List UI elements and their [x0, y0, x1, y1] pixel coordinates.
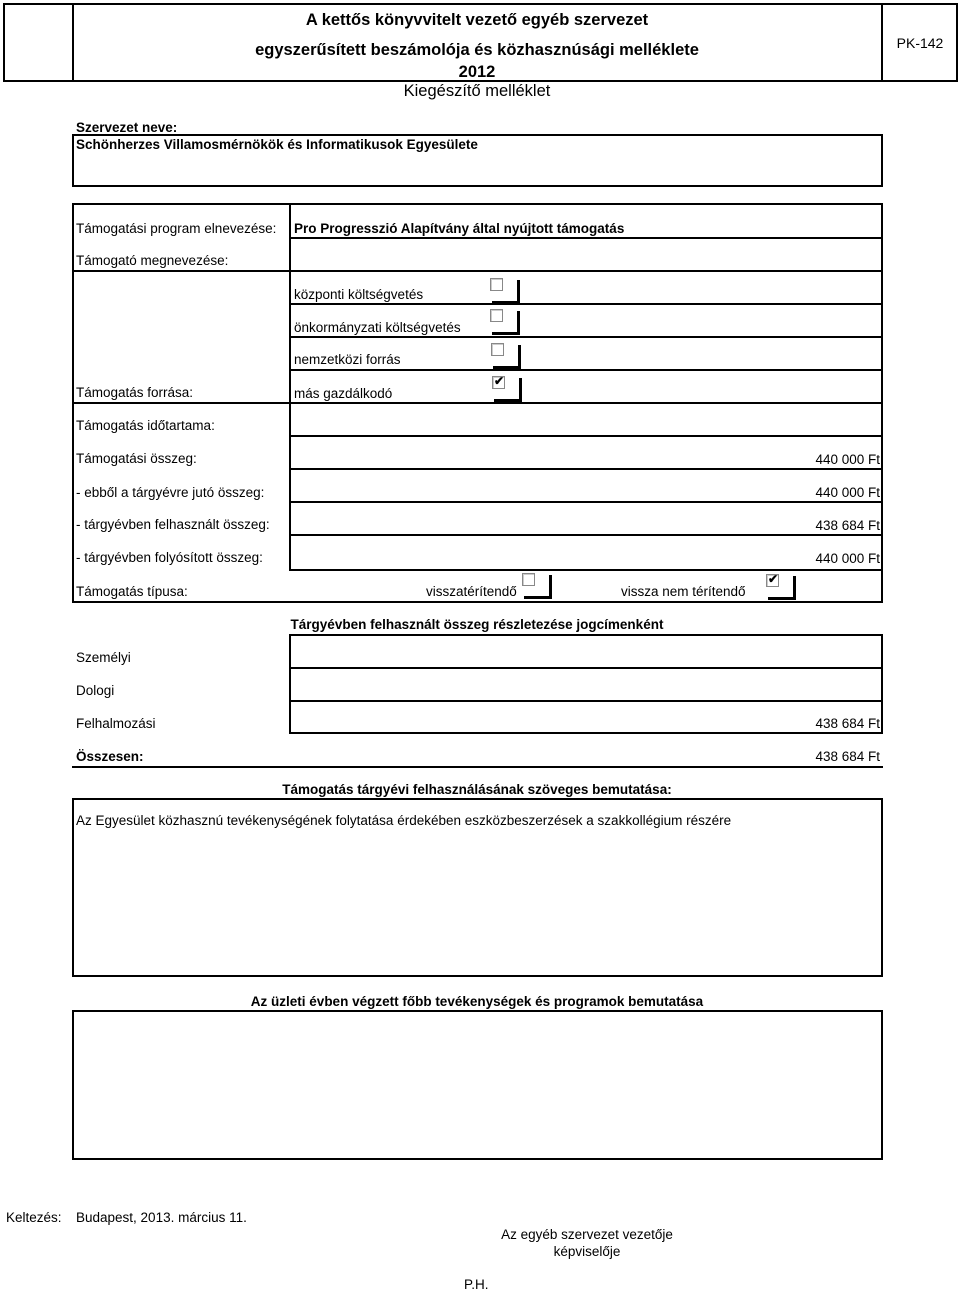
row-line	[289, 534, 883, 536]
source-checkbox-other-business[interactable]	[492, 376, 522, 402]
form-code: PK-142	[896, 35, 944, 51]
row-line	[289, 435, 883, 437]
usage-text: Az Egyesület közhasznú tevékenységének folytatása érdekében eszközbeszerzések a szakkollégium részére	[76, 813, 732, 828]
breakdown-title: Tárgyévben felhasznált összeg részletezése jogcímenként	[290, 617, 664, 632]
header-year: 2012	[458, 63, 496, 81]
type-non-refundable-label: vissza nem térítendő	[621, 584, 746, 599]
activities-title: Az üzleti évben végzett főbb tevékenységek és programok bemutatása	[250, 994, 704, 1009]
amount-value: 440 000 Ft	[815, 551, 880, 566]
row-line	[289, 501, 883, 503]
row-line	[289, 237, 883, 239]
date-label: Keltezés:	[6, 1210, 62, 1225]
header-title-line1: A kettős könyvvitelt vezető egyéb szervezet	[305, 11, 649, 29]
row-line	[72, 766, 883, 768]
org-label: Szervezet neve:	[76, 120, 178, 135]
check-mark-icon: ✔	[494, 374, 505, 388]
row-line	[289, 336, 883, 338]
breakdown-row-label: Dologi	[76, 683, 115, 698]
amount-label: - ebből a tárgyévre jutó összeg:	[76, 485, 265, 500]
ph-stamp-label: P.H.	[464, 1277, 489, 1292]
check-mark-icon: ✔	[768, 572, 779, 586]
source-checkbox-municipal[interactable]	[490, 309, 520, 335]
type-checkbox-non-refundable[interactable]	[766, 574, 796, 600]
header-subtitle: Kiegészítő melléklet	[403, 82, 551, 100]
breakdown-row-label: Személyi	[76, 650, 131, 665]
source-option-label: nemzetközi forrás	[294, 352, 401, 367]
amount-value: 440 000 Ft	[815, 452, 880, 467]
program-value: Pro Progresszió Alapítvány által nyújtott támogatás	[294, 221, 625, 236]
signer-line2: képviselője	[553, 1244, 621, 1259]
source-option-label: más gazdálkodó	[294, 386, 393, 401]
row-line	[289, 468, 883, 470]
row-line	[289, 303, 883, 305]
support-col-divider	[289, 203, 291, 570]
activities-box	[72, 1010, 883, 1160]
amount-label: - tárgyévben folyósított összeg:	[76, 550, 263, 565]
source-option-label: önkormányzati költségvetés	[294, 320, 461, 335]
amount-value: 440 000 Ft	[815, 485, 880, 500]
breakdown-row-label: Felhalmozási	[76, 716, 156, 731]
amount-label: - tárgyévben felhasznált összeg:	[76, 517, 270, 532]
type-checkbox-refundable[interactable]	[522, 573, 552, 599]
type-refundable-label: visszatérítendő	[426, 584, 517, 599]
org-name: Schönherzes Villamosmérnökök és Informatikusok Egyesülete	[76, 137, 478, 152]
header-title-line2: egyszerűsített beszámolója és közhasznúsági melléklete	[255, 41, 699, 59]
usage-title: Támogatás tárgyévi felhasználásának szöveges bemutatása:	[282, 782, 672, 797]
program-label: Támogatási program elnevezése:	[76, 221, 277, 236]
row-line	[72, 402, 883, 404]
signer-line1: Az egyéb szervezet vezetője	[501, 1227, 673, 1242]
row-line	[289, 700, 883, 702]
date-value: Budapest, 2013. március 11.	[76, 1210, 247, 1225]
row-line	[72, 270, 883, 272]
amount-value: 438 684 Ft	[815, 518, 880, 533]
supporter-label: Támogató megnevezése:	[76, 253, 229, 268]
breakdown-row-value: 438 684 Ft	[815, 716, 880, 731]
breakdown-total-value: 438 684 Ft	[815, 749, 880, 764]
row-line	[289, 369, 883, 371]
amount-label: Támogatási összeg:	[76, 451, 197, 466]
type-label: Támogatás típusa:	[76, 584, 188, 599]
duration-label: Támogatás időtartama:	[76, 418, 215, 433]
row-line	[289, 667, 883, 669]
source-label: Támogatás forrása:	[76, 385, 194, 400]
row-line	[289, 569, 883, 571]
source-checkbox-central[interactable]	[490, 278, 520, 304]
breakdown-total-label: Összesen:	[76, 749, 144, 764]
source-option-label: központi költségvetés	[294, 287, 424, 302]
source-checkbox-international[interactable]	[491, 343, 521, 369]
